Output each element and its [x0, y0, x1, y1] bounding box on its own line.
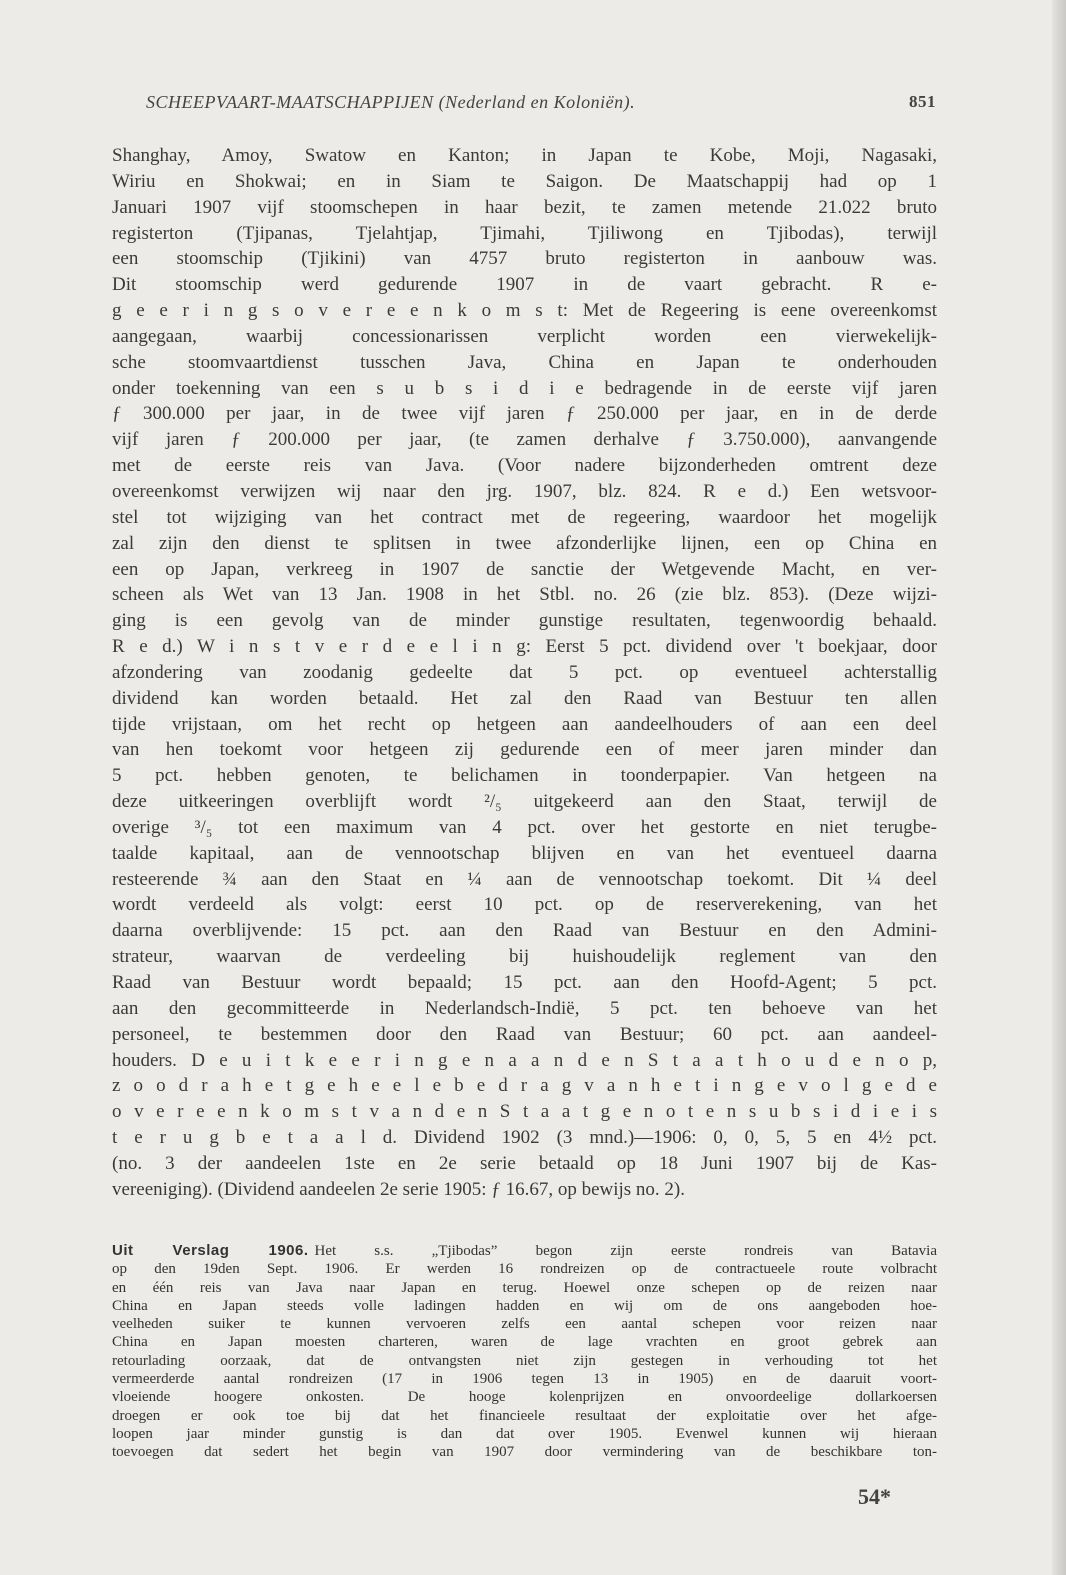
- signature-mark: 54*: [858, 1484, 891, 1509]
- text-line: 5 pct. hebben genoten, te belichamen in toonderpapier. Van hetgeen na: [112, 765, 937, 787]
- footnote-line: droegen er ook toe bij dat het financieele resultaat der exploitatie over het afge-: [112, 1407, 937, 1424]
- text-line: Januari 1907 vijf stoomschepen in haar bezit, te zamen metende 21.022 bruto: [112, 196, 937, 218]
- text-line: aangegaan, waarbij concessionarissen verplicht worden een vierwekelijk-: [112, 325, 937, 347]
- text-line: scheen als Wet van 13 Jan. 1908 in het Stbl. no. 26 (zie blz. 853). (Deze wijzi-: [112, 584, 937, 606]
- text-line: (no. 3 der aandeelen 1ste en 2e serie betaald op 18 Juni 1907 bij de Kas-: [112, 1152, 937, 1174]
- page-edge: [1052, 0, 1066, 1575]
- text-line: houders. D e u i t k e e r i n g e n a a n d e n S t a a t h o u d e n o p,: [112, 1049, 937, 1071]
- text-line: van hen toekomt voor hetgeen zij gedurende een of meer jaren minder dan: [112, 739, 937, 761]
- body-text: [112, 143, 937, 1203]
- footnote-line: retourlading oorzaak, dat de ontvangsten niet zijn gestegen in verhouding tot het: [112, 1352, 937, 1369]
- text-line: vereeniging). (Dividend aandeelen 2e serie 1905: ƒ 16.67, op bewijs no. 2).: [112, 1178, 686, 1200]
- text-line: overeenkomst verwijzen wij naar den jrg. 1907, blz. 824. R e d.) Een wetsvoor-: [112, 480, 937, 502]
- footnote-line: op den 19den Sept. 1906. Er werden 16 rondreizen op de contractueele route volbracht: [112, 1261, 937, 1278]
- running-title: SCHEEPVAART-MAATSCHAPPIJEN (Nederland en Koloniën).: [146, 92, 636, 112]
- text-line: sche stoomvaartdienst tusschen Java, China en Japan te onderhouden: [112, 351, 937, 373]
- text-line: stel tot wijziging van het contract met de regeering, waardoor het mogelijk: [112, 506, 937, 528]
- text-line: registerton (Tjipanas, Tjelahtjap, Tjimahi, Tjiliwong en Tjibodas), terwijl: [112, 222, 937, 244]
- text-line: Raad van Bestuur wordt bepaald; 15 pct. aan den Hoofd-Agent; 5 pct.: [112, 972, 937, 993]
- running-header: [146, 92, 936, 116]
- text-line: onder toekenning van een s u b s i d i e bedragende in de eerste vijf jaren: [112, 377, 937, 399]
- text-line: deze uitkeeringen overblijft wordt ²/₅ uitgekeerd aan den Staat, terwijl de: [112, 791, 937, 813]
- text-line: ging is een gevolg van de minder gunstige resultaten, tegenwoordig behaald.: [112, 610, 937, 632]
- footnote-line: vloeiende hoogere onkosten. De hooge kolenprijzen en onvoordeelige dollarkoersen: [112, 1389, 937, 1406]
- footnote-lead: Uit Verslag 1906.: [112, 1242, 309, 1259]
- footnote-line: en één reis van Java naar Japan en terug. Hoewel onze schepen op de reizen naar: [112, 1279, 937, 1296]
- footnote: [112, 1242, 937, 1462]
- text-line: afzondering van zoodanig gedeelte dat 5 pct. op eventueel achterstallig: [112, 661, 937, 683]
- text-line: ƒ 300.000 per jaar, in de twee vijf jaren ƒ 250.000 per jaar, en in de derde: [112, 403, 937, 425]
- text-line: personeel, te bestemmen door den Raad van Bestuur; 60 pct. aan aandeel-: [112, 1023, 937, 1045]
- text-line: aan den gecommitteerde in Nederlandsch-Indië, 5 pct. ten behoeve van het: [112, 997, 937, 1019]
- text-line: met de eerste reis van Java. (Voor nadere bijzonderheden omtrent deze: [112, 455, 937, 477]
- text-line: z o o d r a h e t g e h e e l e b e d r a g v a n h e t i n g e v o l g e d e: [112, 1075, 937, 1097]
- text-line: vijf jaren ƒ 200.000 per jaar, (te zamen derhalve ƒ 3.750.000), aanvangende: [112, 429, 937, 451]
- text-line: tijde vrijstaan, om het recht op hetgeen aan aandeelhouders of aan een deel: [112, 713, 937, 735]
- text-line: zal zijn den dienst te splitsen in twee afzonderlijke lijnen, een op China en: [112, 532, 937, 554]
- text-line: t e r u g b e t a a l d. Dividend 1902 (3 mnd.)—1906: 0, 0, 5, 5 en 4½ pct.: [112, 1127, 937, 1149]
- text-line: een op Japan, verkreeg in 1907 de sanctie der Wetgevende Macht, en ver-: [112, 558, 937, 580]
- text-line: dividend kan worden betaald. Het zal den Raad van Bestuur ten allen: [112, 687, 937, 709]
- footnote-line: China en Japan steeds volle ladingen hadden en wij om de ons aangeboden hoe-: [112, 1297, 937, 1314]
- footnote-line: [112, 1242, 937, 1260]
- text-line: strateur, waarvan de verdeeling bij huishoudelijk reglement van den: [112, 946, 937, 968]
- text-line: Shanghay, Amoy, Swatow en Kanton; in Japan te Kobe, Moji, Nagasaki,: [112, 145, 937, 166]
- text-line: daarna overblijvende: 15 pct. aan den Raad van Bestuur en den Admini-: [112, 920, 937, 942]
- text-line: Wiriu en Shokwai; en in Siam te Saigon. De Maatschappij had op 1: [112, 170, 937, 192]
- footnote-line: China en Japan moesten charteren, waren de lage vrachten en groot gebrek aan: [112, 1334, 937, 1351]
- text-line: overige ³/₅ tot een maximum van 4 pct. over het gestorte en niet terugbe-: [112, 816, 937, 838]
- footnote-line: veelheden suiker te kunnen vervoeren zelfs een aantal schepen voor reizen naar: [112, 1316, 937, 1333]
- text-line: R e d.) W i n s t v e r d e e l i n g: Eerst 5 pct. dividend over 't boekjaar, door: [112, 636, 937, 658]
- text-line: Dit stoomschip werd gedurende 1907 in de vaart gebracht. R e-: [112, 274, 937, 296]
- text-line: taalde kapitaal, aan de vennootschap blijven en van het eventueel daarna: [112, 842, 937, 864]
- footnote-line: vermeerderde aantal rondreizen (17 in 1906 tegen 13 in 1905) en de daaruit voort-: [112, 1371, 937, 1388]
- text-line: een stoomschip (Tjikini) van 4757 bruto registerton in aanbouw was.: [112, 248, 937, 270]
- page-number: 851: [909, 92, 936, 111]
- text-line: resteerende ¾ aan den Staat en ¼ aan de vennootschap toekomt. Dit ¼ deel: [112, 868, 937, 890]
- text-line: wordt verdeeld als volgt: eerst 10 pct. op de reserverekening, van het: [112, 894, 937, 916]
- text-line: g e e r i n g s o v e r e e n k o m s t: Met de Regeering is eene overeenkomst: [112, 300, 937, 322]
- footnote-line: loopen jaar minder gunstig is dan dat over 1905. Evenwel kunnen wij hieraan: [112, 1425, 937, 1442]
- text-line: o v e r e e n k o m s t v a n d e n S t a a t g e n o t e n s u b s i d i e i s: [112, 1101, 937, 1123]
- footnote-line-text: Het s.s. „Tjibodas” begon zijn eerste rondreis van Batavia: [314, 1243, 937, 1259]
- footnote-line: toevoegen dat sedert het begin van 1907 door vermindering van de beschikbare ton-: [112, 1444, 937, 1461]
